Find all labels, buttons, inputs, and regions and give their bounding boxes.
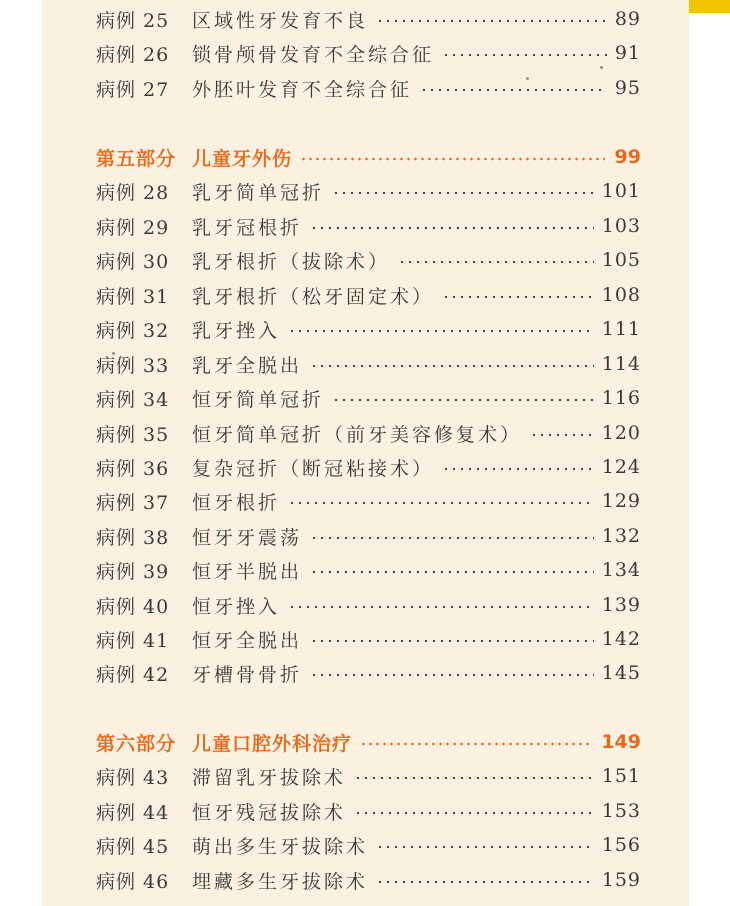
toc-entry[interactable] <box>96 38 641 68</box>
toc-entry[interactable] <box>96 590 641 620</box>
page-number: 151 <box>601 765 641 787</box>
case-number: 病例 38 <box>96 526 170 549</box>
case-title: 埋藏多生牙拔除术 <box>192 870 369 893</box>
case-number: 病例 41 <box>96 629 170 652</box>
case-number: 病例 46 <box>96 870 170 893</box>
case-number: 病例 34 <box>96 388 170 411</box>
case-number: 病例 32 <box>96 319 170 342</box>
page-number: 114 <box>601 353 641 375</box>
toc-entry[interactable] <box>96 383 641 413</box>
case-number: 病例 26 <box>96 43 170 66</box>
page-number: 153 <box>601 800 641 822</box>
dot-leader <box>376 880 594 884</box>
page-number: 99 <box>614 146 641 168</box>
right-margin <box>689 0 730 906</box>
part-label: 第六部分 <box>96 732 177 755</box>
dot-leader <box>288 501 594 505</box>
page-number: 139 <box>601 594 641 616</box>
page-number: 91 <box>614 42 641 64</box>
page-number: 134 <box>601 559 641 581</box>
page-number: 124 <box>601 456 641 478</box>
case-number: 病例 43 <box>96 766 170 789</box>
toc-entry[interactable] <box>96 796 641 826</box>
page-number: 108 <box>601 284 641 306</box>
case-title: 恒牙挫入 <box>192 595 281 618</box>
case-title: 乳牙挫入 <box>192 319 281 342</box>
corner-tab <box>689 0 730 13</box>
case-number: 病例 45 <box>96 835 170 858</box>
page-number: 156 <box>601 834 641 856</box>
toc-entry[interactable] <box>96 624 641 654</box>
dot-leader <box>420 88 607 92</box>
case-number: 病例 35 <box>96 423 170 446</box>
toc-entry[interactable] <box>96 452 641 482</box>
dot-leader <box>310 226 594 230</box>
case-title: 恒牙牙震荡 <box>192 526 303 549</box>
section-heading-part-5[interactable] <box>96 142 641 172</box>
dot-leader <box>376 19 607 23</box>
case-title: 萌出多生牙拔除术 <box>192 835 369 858</box>
toc-entry[interactable] <box>96 658 641 688</box>
case-title: 恒牙根折 <box>192 491 281 514</box>
dot-leader <box>398 260 594 264</box>
toc-entry[interactable] <box>96 176 641 206</box>
dot-leader <box>442 295 594 299</box>
page-number: 116 <box>601 387 641 409</box>
dot-leader <box>310 364 594 368</box>
toc-entry[interactable] <box>96 555 641 585</box>
dot-leader <box>310 673 594 677</box>
toc-entry[interactable] <box>96 73 641 103</box>
page-number: 132 <box>601 525 641 547</box>
case-title: 恒牙全脱出 <box>192 629 303 652</box>
section-heading-part-6[interactable] <box>96 727 641 757</box>
dot-leader <box>310 570 594 574</box>
dot-leader <box>300 157 605 161</box>
case-title: 乳牙简单冠折 <box>192 181 325 204</box>
toc-entry[interactable] <box>96 865 641 895</box>
toc-entry[interactable] <box>96 418 641 448</box>
case-title: 复杂冠折（断冠粘接术） <box>192 457 435 480</box>
case-number: 病例 31 <box>96 285 170 308</box>
toc-entry[interactable] <box>96 211 641 241</box>
case-number: 病例 33 <box>96 354 170 377</box>
dot-leader <box>310 536 594 540</box>
toc-entry[interactable] <box>96 280 641 310</box>
dot-leader <box>310 639 594 643</box>
case-title: 乳牙冠根折 <box>192 216 303 239</box>
dot-leader <box>360 742 591 746</box>
page-number: 111 <box>601 318 641 340</box>
toc-entry[interactable] <box>96 245 641 275</box>
page-number: 149 <box>601 731 641 753</box>
part-title: 儿童牙外伤 <box>192 147 293 170</box>
dot-leader <box>354 776 594 780</box>
case-title: 乳牙全脱出 <box>192 354 303 377</box>
case-number: 病例 29 <box>96 216 170 239</box>
dot-leader <box>376 845 594 849</box>
part-title: 儿童口腔外科治疗 <box>192 732 353 755</box>
case-title: 外胚叶发育不全综合征 <box>192 78 413 101</box>
page-number: 103 <box>601 215 641 237</box>
page-number: 89 <box>614 8 641 30</box>
toc-entry[interactable] <box>96 314 641 344</box>
dot-leader <box>442 53 607 57</box>
page-number: 145 <box>601 662 641 684</box>
case-number: 病例 28 <box>96 181 170 204</box>
page-number: 95 <box>614 77 641 99</box>
case-title: 恒牙简单冠折 <box>192 388 325 411</box>
case-title: 锁骨颅骨发育不全综合征 <box>192 43 435 66</box>
dot-leader <box>288 605 594 609</box>
dot-leader <box>288 329 594 333</box>
page-number: 142 <box>601 628 641 650</box>
toc-entry[interactable] <box>96 349 641 379</box>
case-number: 病例 37 <box>96 491 170 514</box>
case-number: 病例 42 <box>96 663 170 686</box>
toc-entry[interactable] <box>96 761 641 791</box>
dot-leader <box>442 467 594 471</box>
dot-leader <box>332 191 594 195</box>
dot-leader <box>332 398 594 402</box>
part-label: 第五部分 <box>96 147 177 170</box>
page-number: 105 <box>601 249 641 271</box>
case-title: 恒牙残冠拔除术 <box>192 801 347 824</box>
case-title: 恒牙半脱出 <box>192 560 303 583</box>
toc-entry[interactable] <box>96 4 641 34</box>
page-number: 101 <box>601 180 641 202</box>
case-number: 病例 25 <box>96 9 170 32</box>
case-title: 区域性牙发育不良 <box>192 9 369 32</box>
case-number: 病例 36 <box>96 457 170 480</box>
case-title: 乳牙根折（松牙固定术） <box>192 285 435 308</box>
case-title: 乳牙根折（拔除术） <box>192 250 391 273</box>
case-number: 病例 39 <box>96 560 170 583</box>
case-number: 病例 40 <box>96 595 170 618</box>
toc-entry[interactable] <box>96 521 641 551</box>
case-title: 滞留乳牙拔除术 <box>192 766 347 789</box>
page-number: 129 <box>601 490 641 512</box>
case-number: 病例 30 <box>96 250 170 273</box>
dot-leader <box>530 433 594 437</box>
case-number: 病例 27 <box>96 78 170 101</box>
toc-entry[interactable] <box>96 486 641 516</box>
left-margin <box>0 0 42 906</box>
case-number: 病例 44 <box>96 801 170 824</box>
case-title: 牙槽骨骨折 <box>192 663 303 686</box>
dot-leader <box>354 811 594 815</box>
case-title: 恒牙简单冠折（前牙美容修复术） <box>192 423 523 446</box>
page-number: 120 <box>601 422 641 444</box>
page-number: 159 <box>601 869 641 891</box>
toc-entry[interactable] <box>96 830 641 860</box>
